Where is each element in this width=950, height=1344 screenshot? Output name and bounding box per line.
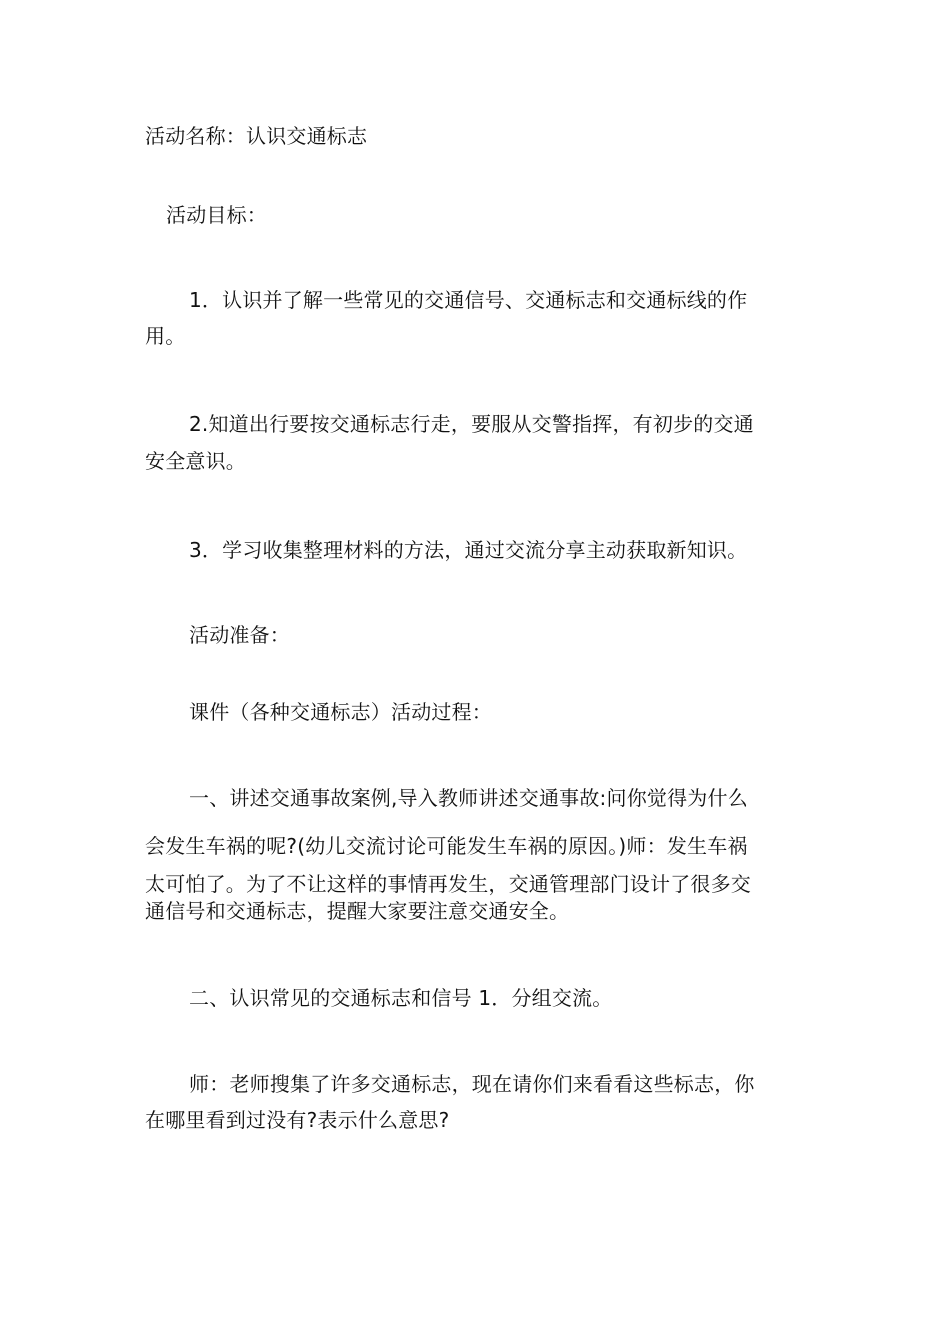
- teacher-line-2: 在哪里看到过没有?表示什么意思?: [145, 1108, 450, 1132]
- step-1-line-2: 会发生车祸的呢?(幼儿交流讨论可能发生车祸的原因。)师：发生车祸: [145, 834, 748, 858]
- goal-3: 3．学习收集整理材料的方法，通过交流分享主动获取新知识。: [189, 538, 748, 562]
- teacher-line-1: 师：老师搜集了许多交通标志，现在请你们来看看这些标志，你: [189, 1072, 755, 1096]
- activity-name: 活动名称：认识交通标志: [145, 124, 368, 148]
- goal-1-line-1: 1．认识并了解一些常见的交通信号、交通标志和交通标线的作: [189, 288, 748, 312]
- goal-heading: 活动目标：: [166, 203, 267, 227]
- prep-heading: 活动准备：: [189, 623, 290, 647]
- step-1-line-3: 太可怕了。为了不让这样的事情再发生，交通管理部门设计了很多交: [145, 872, 751, 896]
- goal-1-line-2: 用。: [145, 324, 186, 348]
- goal-2-line-1: 2.知道出行要按交通标志行走，要服从交警指挥，有初步的交通: [189, 412, 754, 436]
- step-2: 二、认识常见的交通标志和信号 1．分组交流。: [189, 986, 613, 1010]
- step-1-line-1: 一、讲述交通事故案例,导入教师讲述交通事故:问你觉得为什么: [189, 786, 748, 810]
- prep-text: 课件（各种交通标志）活动过程：: [189, 700, 492, 724]
- goal-2-line-2: 安全意识。: [145, 449, 246, 473]
- step-1-line-4: 通信号和交通标志，提醒大家要注意交通安全。: [145, 899, 570, 923]
